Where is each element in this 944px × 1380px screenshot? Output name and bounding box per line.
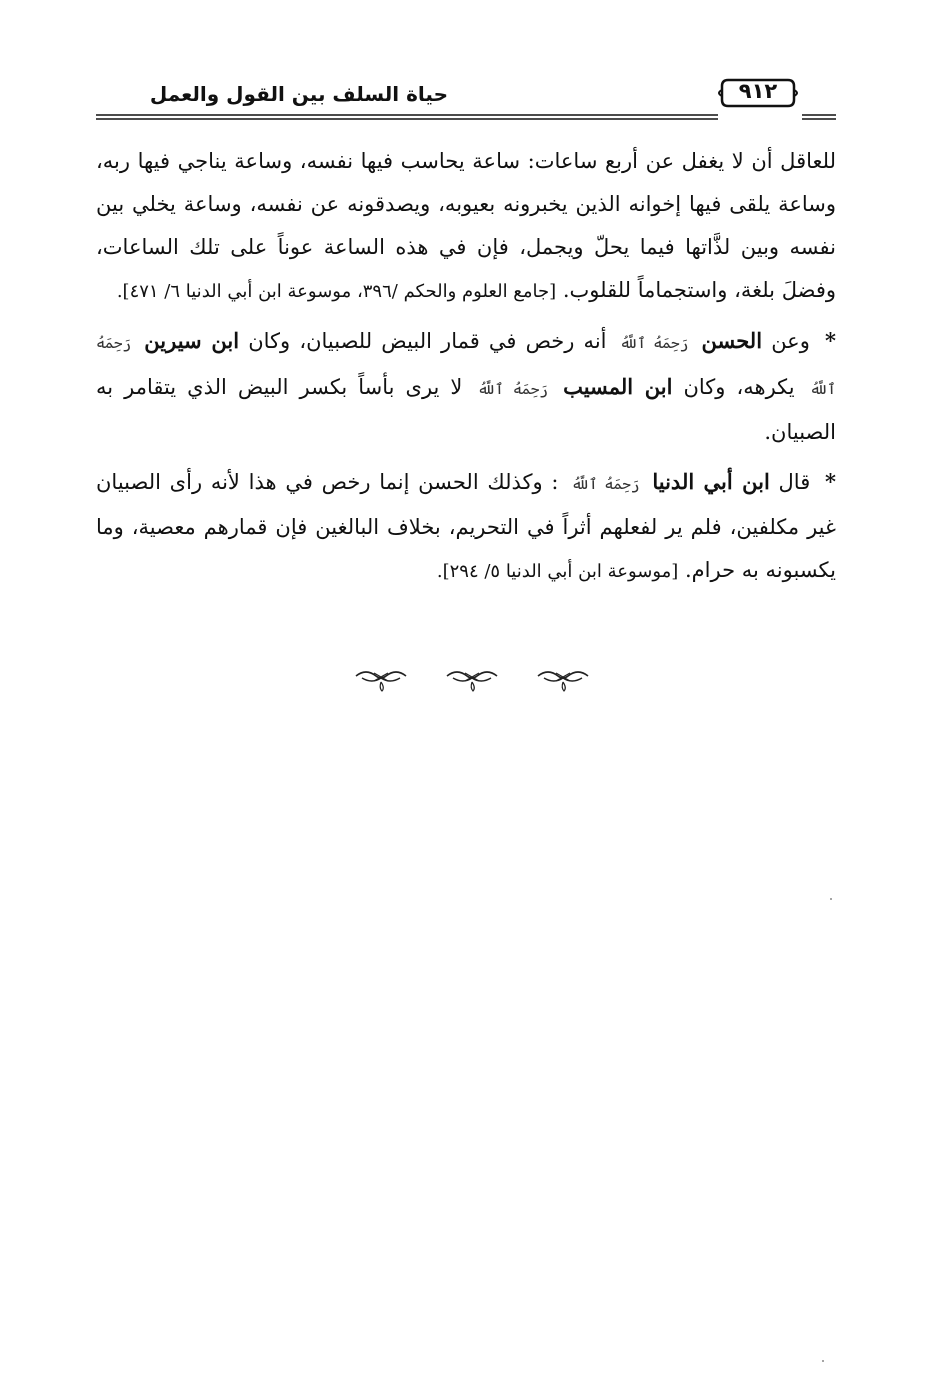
paragraph-ibn-abi-dunya [96,460,836,593]
paragraph-text: للعاقل أن لا يغفل عن أربع ساعات: ساعة يحاسب فيها نفسه، وساعة يناجي فيها ربه، وساعة يلقى فيها إخوانه الذين يخبرونه بعيوبه، ويصدقونه عن نفسه، وساعة يخلي بين نفسه وبين لذَّاتها فيما يحلّ ويجمل، فإن في هذه الساعة عوناً على تلك الساعات، وفضلَ بلغة، واستجماماً للقلوب. [96,149,836,302]
section-end-ornaments [0,664,944,704]
citation: [جامع العلوم والحكم /٣٩٦، موسوعة ابن أبي الدنيا ٦/ ٤٧١]. [116,281,557,302]
honorific-glyph: رَحِمَهُ ٱللَّهُ [96,334,836,398]
paragraph-four-hours [96,140,836,313]
fleuron-ornament-icon [352,664,410,694]
lead-word: وعن [771,329,810,353]
running-title: حياة السلف بين القول والعمل [149,82,448,106]
page-body [96,140,836,599]
honorific-glyph: رَحِمَهُ ٱللَّهُ [619,334,689,352]
scan-speck [822,1360,824,1362]
honorific-glyph: رَحِمَهُ ٱللَّهُ [571,475,640,493]
page-header [96,70,836,126]
paragraph-text: : وكذلك الحسن إنما رخص في هذا لأنه رأى الصبيان غير مكلفين، فلم ير لفعلهم أثراً في التحريم، بخلاف البالغين فإن قمارهم معصية، وما يكسبونه به حرام. [96,470,836,582]
name-ibn-abi-al-dunya: ابن أبي الدنيا [652,469,770,494]
page-number: ٩١٢ [738,79,778,103]
name-ibn-al-musayyib: ابن المسيب [563,374,673,399]
paragraph-egg-gambling [96,319,836,454]
fleuron-ornament-icon [443,664,501,694]
paragraph-text: أنه رخص في قمار البيض للصبيان، وكان [248,329,607,353]
honorific-glyph: رَحِمَهُ ٱللَّهُ [477,380,549,398]
fleuron-ornament-icon [534,664,592,694]
citation: [موسوعة ابن أبي الدنيا ٥/ ٢٩٤]. [436,561,679,582]
bullet-asterisk: * [824,469,836,494]
name-al-hasan: الحسن [701,328,763,353]
header-rule-divider [96,114,836,120]
lead-word: قال [778,470,811,494]
scan-speck [830,898,832,900]
paragraph-text: لا يرى بأساً بكسر البيض الذي يتقامر به الصبيان. [96,375,836,444]
paragraph-text: يكرهه، وكان [683,375,795,399]
name-ibn-sirin: ابن سيرين [144,328,240,353]
bullet-asterisk: * [825,328,836,353]
